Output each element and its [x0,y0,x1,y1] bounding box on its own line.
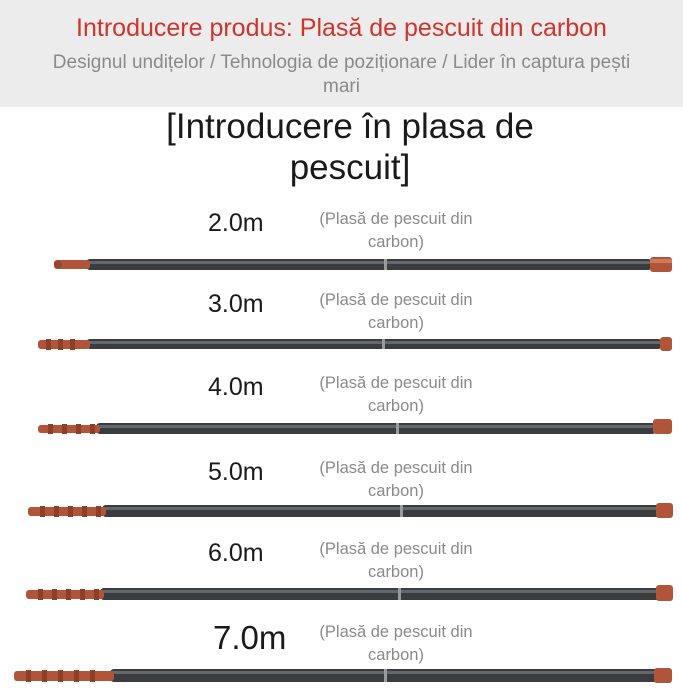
rod-note: (Plasă de pescuit din carbon) [319,291,473,332]
rod-row [0,289,683,369]
rod-length-label: 4.0m [208,373,264,401]
rod-note: (Plasă de pescuit din carbon) [319,210,473,251]
rod-image [0,457,683,537]
page-subtitle: Designul undițelor / Tehnologia de poziționare / Lider în captura pești mari [52,52,631,97]
rod-row [0,457,683,537]
rod-image [0,208,683,288]
rod-image [0,289,683,369]
rod-note: (Plasă de pescuit din carbon) [319,623,473,664]
rod-note: (Plasă de pescuit din carbon) [319,540,473,581]
rod-length-label: 5.0m [208,458,264,486]
rod-row [0,614,683,694]
rod-image [0,372,683,452]
rod-row [0,208,683,288]
rod-image [0,538,683,618]
rod-image [0,614,683,683]
rod-row [0,538,683,618]
rod-length-label: 7.0m [213,619,287,656]
rod-length-label: 2.0m [208,209,264,237]
rod-row [0,372,683,452]
header-banner [0,0,683,107]
rod-length-label: 3.0m [208,290,264,318]
page-title: Introducere produs: Plasă de pescuit din carbon [76,14,607,42]
rod-note: (Plasă de pescuit din carbon) [319,374,473,415]
rod-length-label: 6.0m [208,539,264,567]
rod-note: (Plasă de pescuit din carbon) [319,459,473,500]
section-title: [Introducere în plasa de pescuit] [166,107,534,187]
